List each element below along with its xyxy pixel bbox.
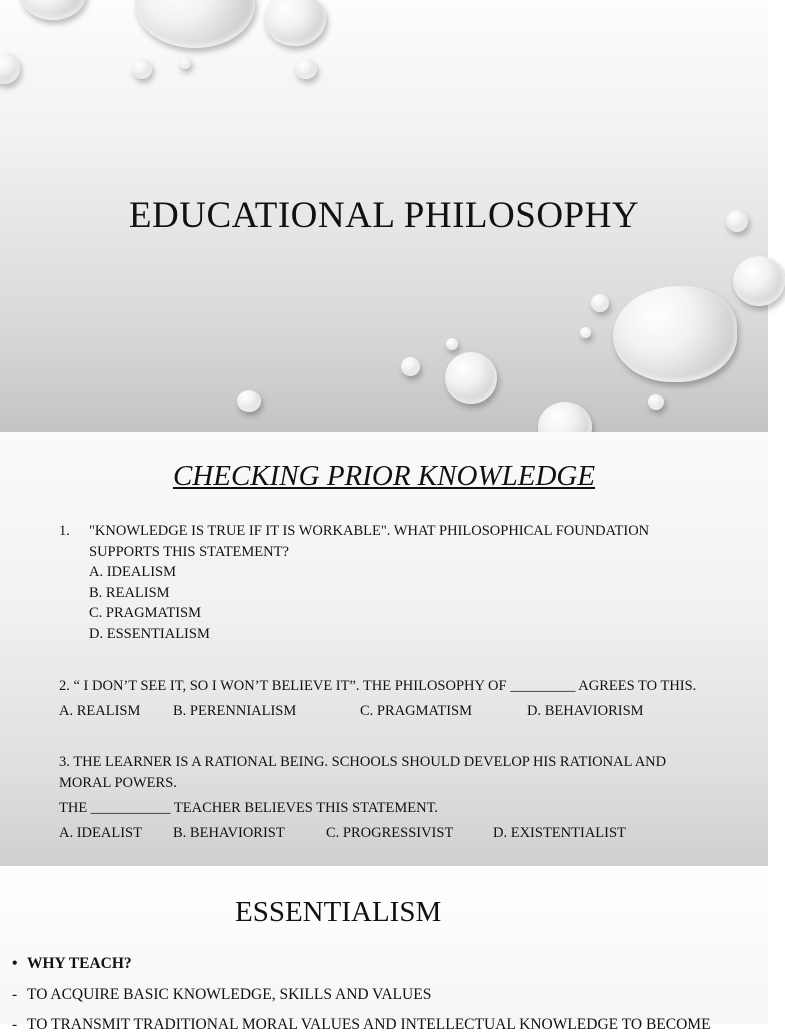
water-drop-decoration (445, 352, 497, 404)
title-slide (0, 0, 768, 432)
option: C. PROGRESSIVIST (326, 825, 454, 841)
question-3-text: 3. THE LEARNER IS A RATIONAL BEING. SCHOOLS SHOULD DEVELOP HIS RATIONAL AND MORAL POWERS. (59, 754, 667, 791)
water-drop-decoration (591, 294, 609, 312)
bullet-item (12, 986, 431, 1004)
bullet-text: TO TRANSMIT TRADITIONAL MORAL VALUES AND INTELLECTUAL KNOWLEDGE TO BECOME (27, 1016, 711, 1033)
option: C. PRAGMATISM (89, 605, 201, 622)
question-1 (59, 521, 699, 645)
option: B. REALISM (89, 584, 170, 601)
water-drop-decoration (0, 52, 20, 84)
water-drop-decoration (580, 327, 591, 338)
bullet-marker: - (12, 1016, 18, 1033)
water-drop-decoration (135, 0, 255, 48)
question-2-text: 2. “ I DON’T SEE IT, SO I WON’T BELIEVE IT”. THE PHILOSOPHY OF _________ AGREES TO THIS. (59, 678, 697, 694)
water-drop-decoration (446, 338, 458, 350)
water-drop-decoration (401, 357, 420, 376)
water-drop-decoration (648, 394, 664, 410)
option: A. REALISM (59, 703, 141, 719)
water-drop-decoration (613, 286, 737, 382)
slide-title: CHECKING PRIOR KNOWLEDGE (172, 460, 596, 492)
option: A. IDEALISM (89, 564, 176, 581)
essentialism-slide (0, 866, 768, 1033)
slide-title: EDUCATIONAL PHILOSOPHY (128, 195, 640, 236)
option: D. EXISTENTIALIST (493, 825, 626, 841)
option: B. BEHAVIORIST (173, 825, 285, 841)
bullet-item (12, 955, 132, 973)
water-drop-decoration (132, 59, 152, 79)
option: D. BEHAVIORISM (527, 703, 644, 719)
bullet-text: TO ACQUIRE BASIC KNOWLEDGE, SKILLS AND VALUES (27, 986, 432, 1003)
slide-title: ESSENTIALISM (235, 896, 442, 928)
option: D. ESSENTIALISM (89, 625, 210, 642)
water-drop-decoration (264, 0, 326, 46)
question-text: "KNOWLEDGE IS TRUE IF IT IS WORKABLE". WHAT PHILOSOPHICAL FOUNDATION SUPPORTS THIS STATEMENT? (89, 523, 650, 560)
water-drop-decoration (179, 57, 191, 69)
option: C. PRAGMATISM (360, 703, 472, 719)
question-number: 1. (59, 523, 70, 539)
water-drop-decoration (733, 256, 785, 306)
water-drop-decoration (20, 0, 86, 20)
question-3-line2: THE ___________ TEACHER BELIEVES THIS STATEMENT. (59, 800, 439, 816)
water-drop-decoration (295, 59, 317, 79)
bullet-item (12, 1016, 711, 1034)
option: A. IDEALIST (59, 825, 142, 841)
bullet-marker: • (12, 955, 18, 972)
quiz-slide (0, 432, 768, 866)
option: B. PERENNIALISM (173, 703, 297, 719)
water-drop-decoration (237, 390, 261, 412)
bullet-text: WHY TEACH? (27, 955, 132, 972)
bullet-marker: - (12, 986, 18, 1003)
